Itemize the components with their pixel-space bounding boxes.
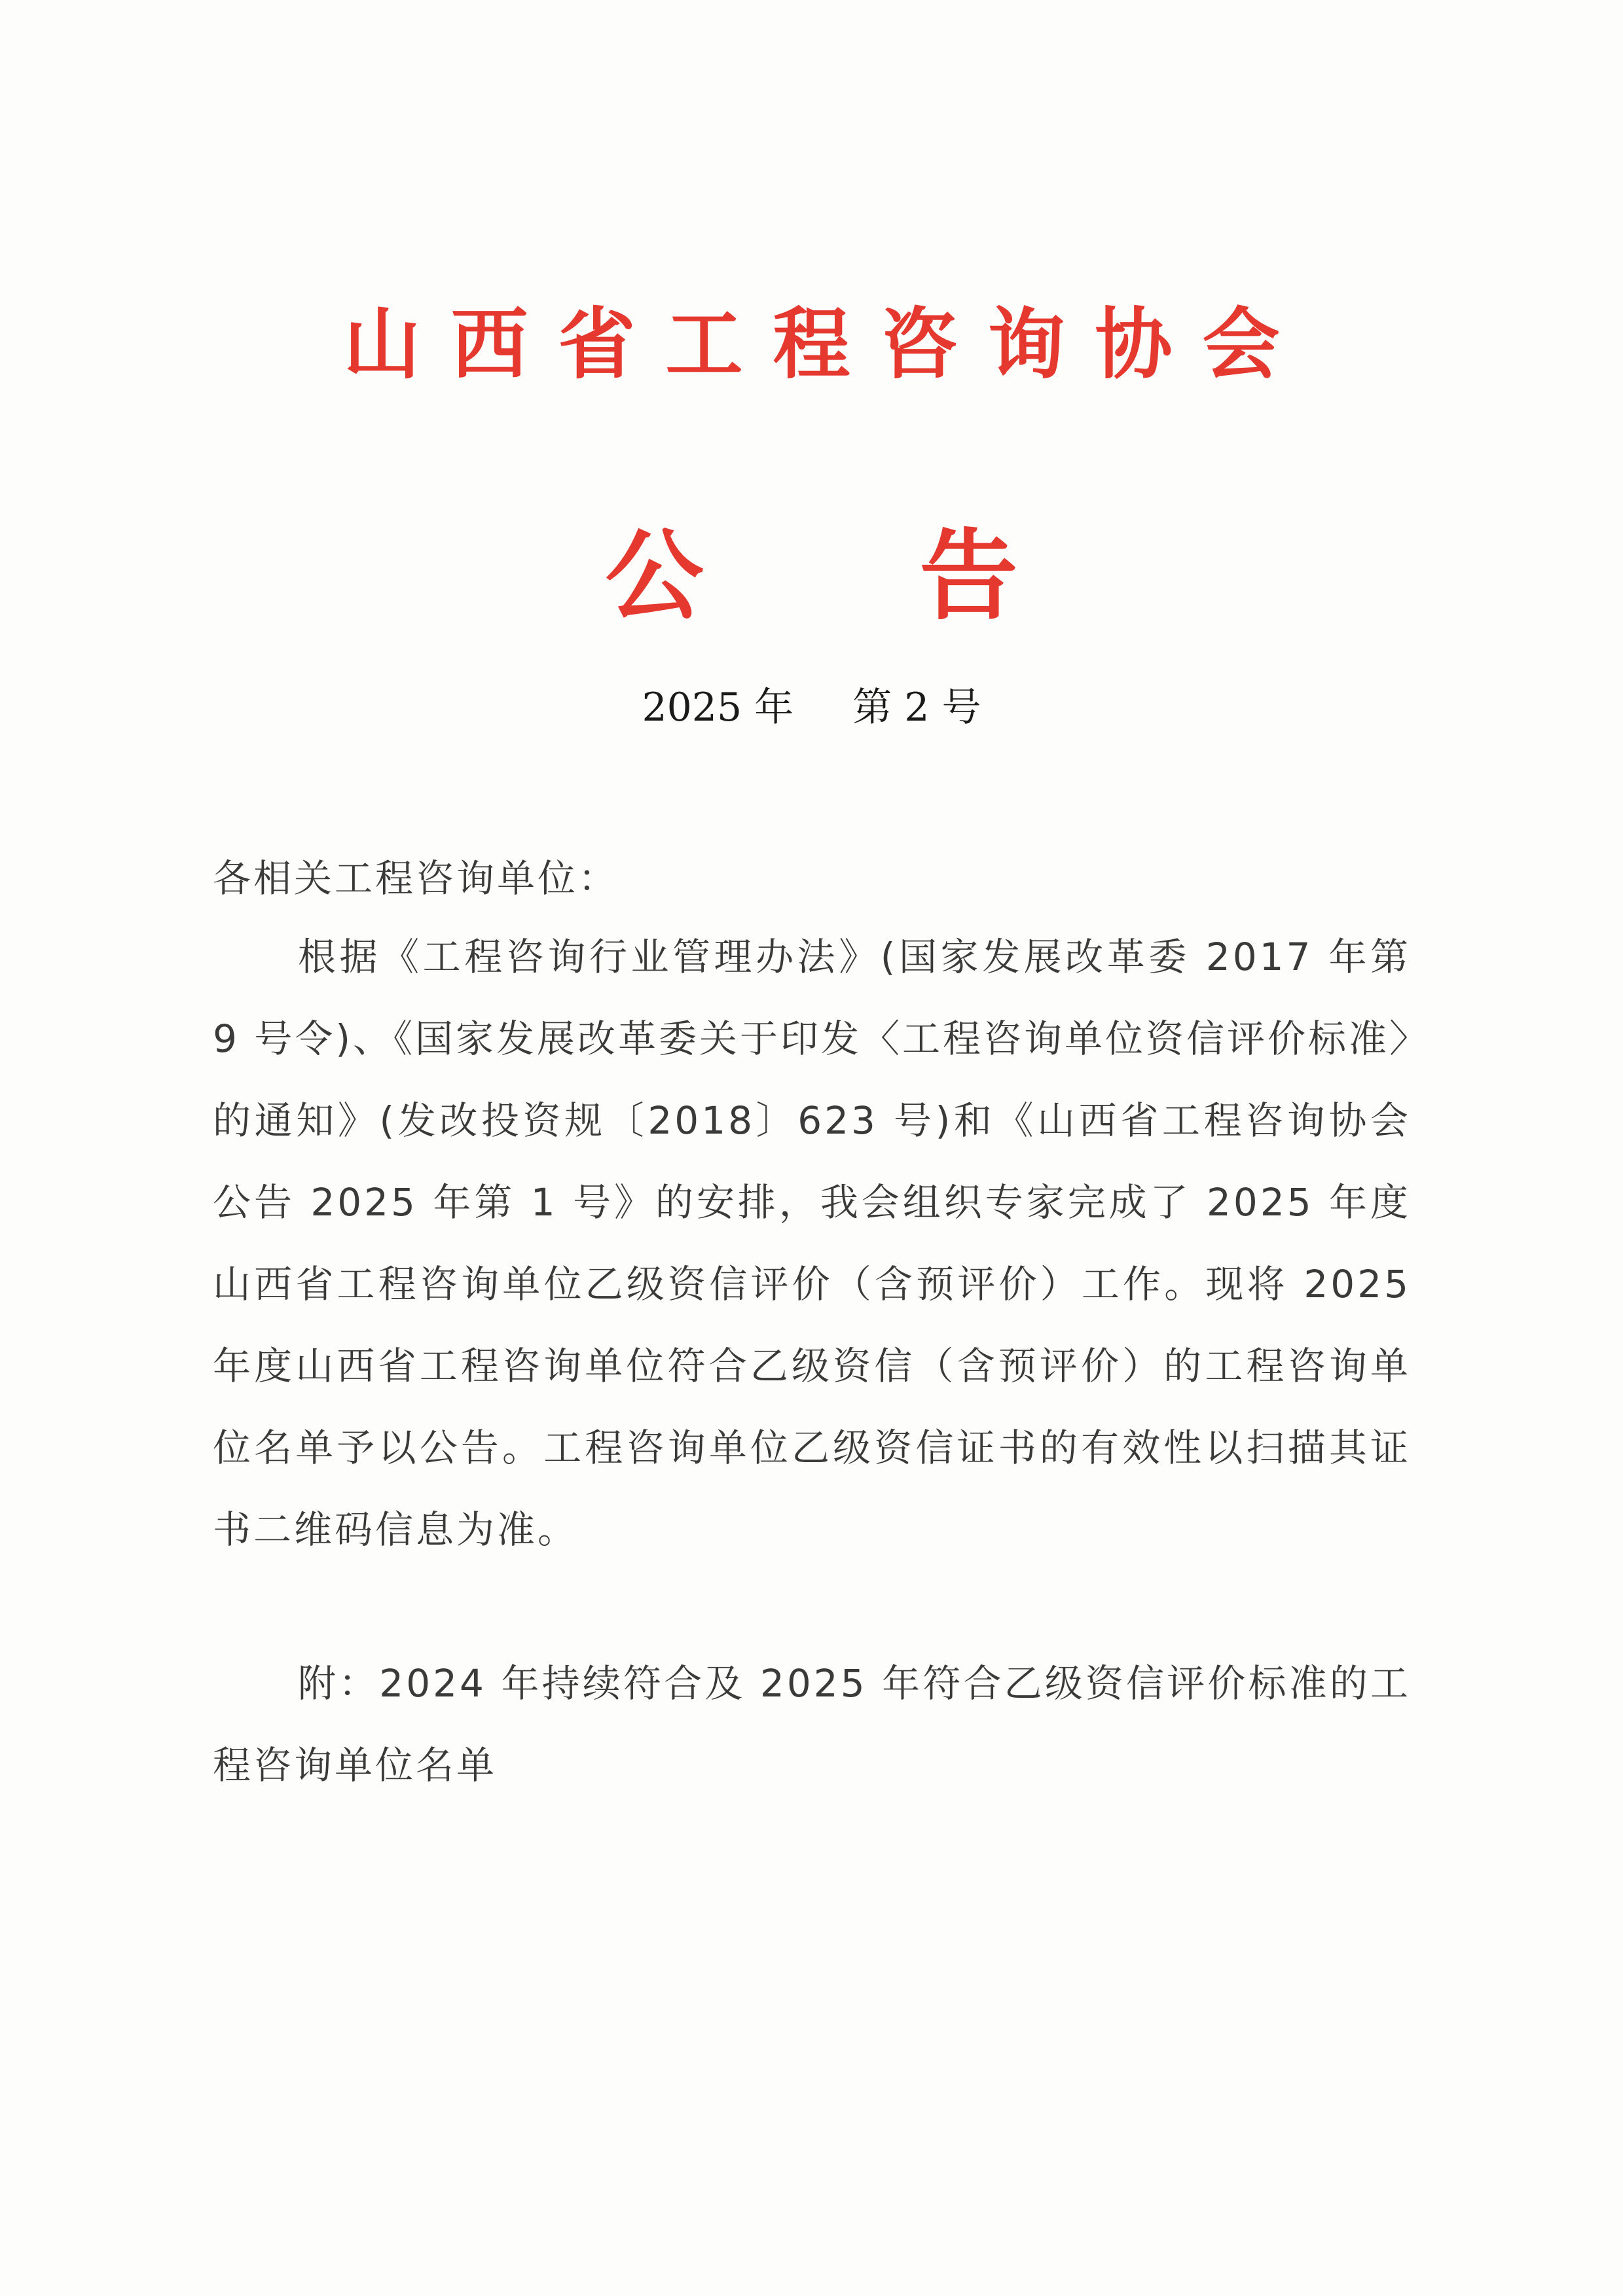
- main-paragraph: 根据《工程咨询行业管理办法》(国家发展改革委 2017 年第 9 号令)、《国家发展改革委关于印发〈工程咨询单位资信评价标准〉的通知》(发改投资规〔2018〕623 号)和《山西省工程咨询协会公告 2025 年第 1 号》的安排，我会组织专家完成了 2025 年度山西省工程咨询单位乙级资信评价（含预评价）工作。现将 2025 年度山西省工程咨询单位符合乙级资信（含预评价）的工程咨询单位名单予以公告。工程咨询单位乙级资信证书的有效性以扫描其证书二维码信息为准。: [213, 935, 1411, 1552]
- document-issue-number: 第 2 号: [852, 685, 981, 730]
- attachment-note: 附：2024 年持续符合及 2025 年符合乙级资信评价标准的工程咨询单位名单: [213, 1661, 1411, 1787]
- organization-title: 山西省工程咨询协会: [343, 298, 1310, 389]
- salutation: 各相关工程咨询单位：: [213, 856, 619, 901]
- notice-title: [0, 517, 1623, 635]
- document-year: 2025 年: [642, 685, 794, 730]
- document-number: [0, 684, 1623, 731]
- notice-title-char-1: 公: [605, 518, 704, 634]
- notice-title-char-2: 告: [919, 518, 1018, 634]
